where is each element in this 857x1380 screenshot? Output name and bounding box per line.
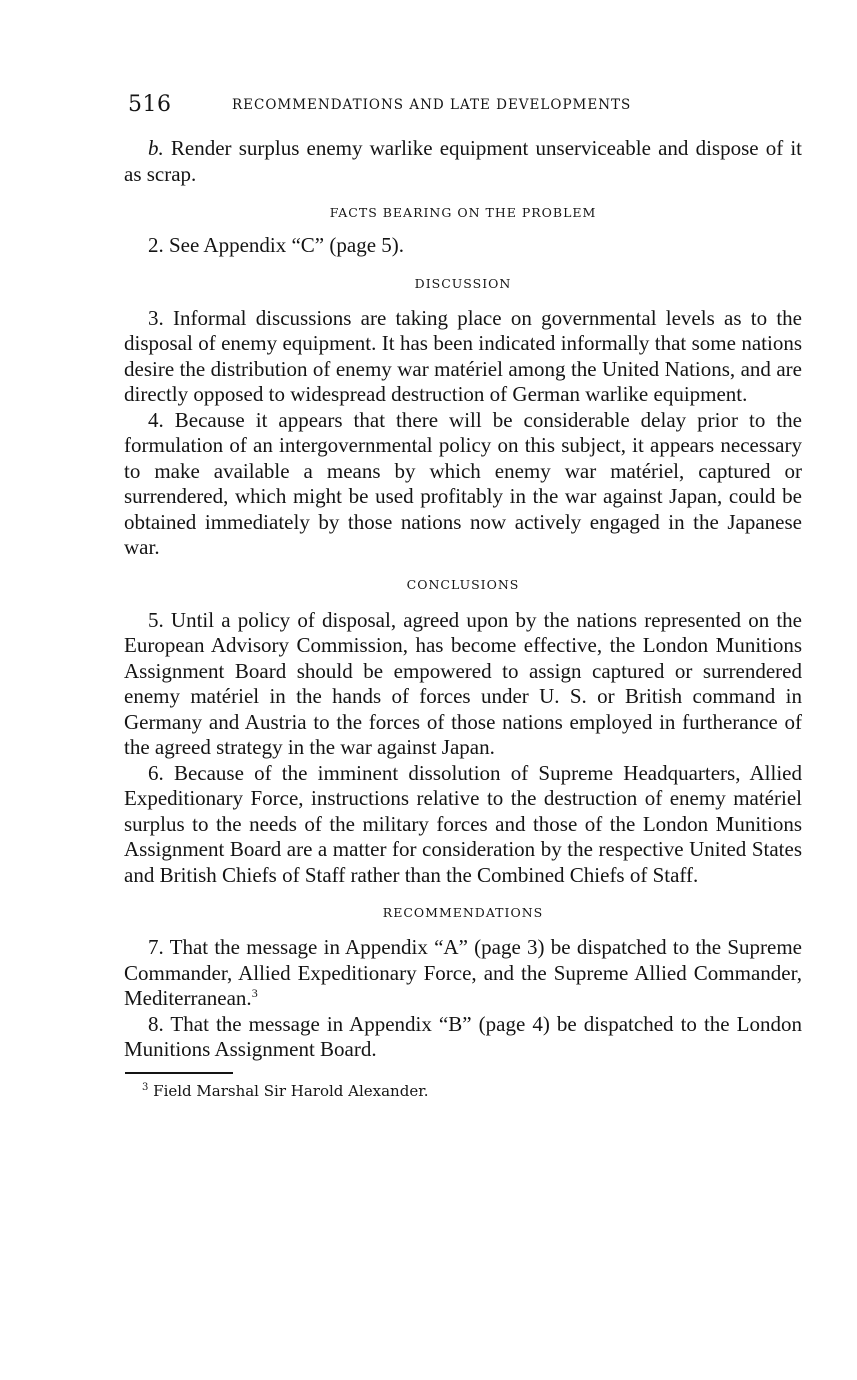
item-letter: b. bbox=[148, 136, 164, 160]
heading-conclusions: CONCLUSIONS bbox=[406, 576, 520, 592]
footnote-mark: 3 bbox=[142, 1081, 149, 1093]
paragraph-7-text: 7. That the message in Appendix “A” (page 3) be dispatched to the Supreme Commander, Allied Expeditionary Force, and the Supreme Allied Commander, Mediterranean. bbox=[124, 935, 802, 1010]
footnote-divider bbox=[125, 1072, 233, 1074]
page-number: 516 bbox=[128, 92, 172, 117]
paragraph-7 bbox=[124, 935, 802, 1012]
paragraph-2: 2. See Appendix “C” (page 5). bbox=[148, 233, 405, 257]
footnote-reference[interactable]: 3 bbox=[251, 986, 258, 1000]
footnote-text: Field Marshal Sir Harold Alexander. bbox=[153, 1081, 429, 1100]
footnote bbox=[142, 1082, 802, 1100]
running-title: RECOMMENDATIONS AND LATE DEVELOPMENTS bbox=[232, 97, 632, 113]
paragraph-6: 6. Because of the imminent dissolution of Supreme Headquarters, Allied Expeditionary Force, instructions relative to the destruction of enemy matériel surplus to the needs of the military forces and those of the London Munitions Assignment Board are a matter for consideration by the respective United States and British Chiefs of Staff rather than the Combined Chiefs of Staff. bbox=[124, 760, 802, 887]
heading-recommendations: RECOMMENDATIONS bbox=[382, 905, 544, 920]
paragraph-8: 8. That the message in Appendix “B” (page 4) be dispatched to the London Munitions Assignment Board. bbox=[124, 1011, 802, 1061]
paragraph-b-text: Render surplus enemy warlike equipment unserviceable and dispose of it as scrap. bbox=[124, 136, 803, 186]
paragraph-3: 3. Informal discussions are taking place on governmental levels as to the disposal of enemy equipment. It has been indicated informally that some nations desire the distribution of enemy war matériel among the United Nations, and are directly opposed to widespread destruction of German warlike equipment. bbox=[124, 305, 802, 406]
paragraph-5: 5. Until a policy of disposal, agreed upon by the nations represented on the European Advisory Commission, has become effective, the London Munitions Assignment Board should be empowered to assign captured or surrendered enemy matériel in the hands of forces under U. S. or British command in Germany and Austria to the forces of those nations employed in furtherance of the agreed strategy in the war against Japan. bbox=[124, 607, 802, 759]
running-header bbox=[124, 88, 802, 122]
paragraph-b bbox=[124, 136, 802, 187]
paragraph-4: 4. Because it appears that there will be considerable delay prior to the formulation of an intergovernmental policy on this subject, it appears necessary to make available a means by which enemy war matériel, captured or surrendered, which might be used profitably in the war against Japan, could be obtained immediately by those nations now actively engaged in the Japanese war. bbox=[124, 407, 802, 559]
heading-discussion: DISCUSSION bbox=[414, 275, 512, 291]
document-page bbox=[124, 88, 802, 1100]
heading-facts: FACTS BEARING ON THE PROBLEM bbox=[329, 205, 597, 220]
